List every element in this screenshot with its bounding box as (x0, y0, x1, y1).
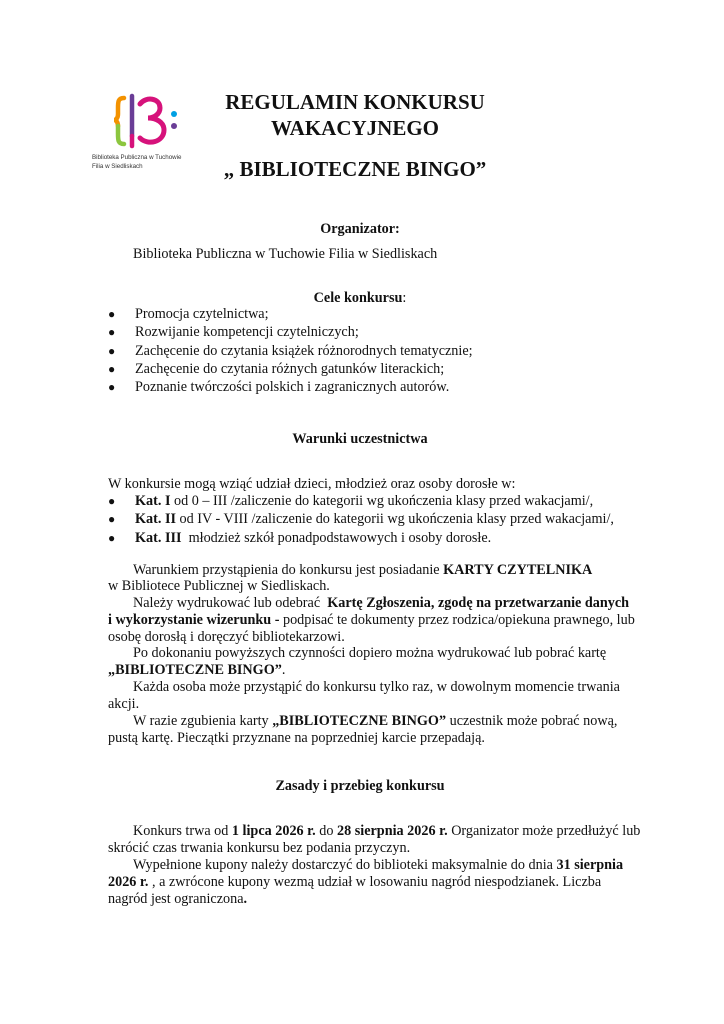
participation-paragraph-3-line-2 (108, 662, 285, 679)
logo-caption-line-1: Biblioteka Publiczna w Tuchowie (92, 154, 182, 161)
bullet-icon: ● (108, 307, 116, 321)
start-date: 1 lipca 2026 r. (231, 823, 316, 839)
category-label: Kat. I (135, 493, 171, 509)
goals-heading-colon: : (402, 290, 407, 306)
text-run: do (315, 823, 338, 839)
text-run: . (281, 662, 286, 678)
goal-text: Zachęcenie do czytania książek różnorodnych tematycznie; (135, 342, 473, 359)
goal-text: Rozwijanie kompetencji czytelniczych; (135, 324, 359, 341)
bullet-icon: ● (108, 325, 116, 340)
list-item (108, 510, 614, 528)
list-item (108, 378, 473, 396)
participation-heading: Warunki uczestnictwa (292, 431, 428, 447)
participation-paragraph-3-line-1: Po dokonaniu powyższych czynności dopiero można wydrukować lub pobrać kartę (133, 645, 607, 661)
bullet-icon: ● (108, 380, 116, 395)
goal-text: Poznanie twórczości polskich i zagranicznych autorów. (135, 379, 450, 396)
participation-paragraph-2-line-3: osobę dorosłą i doręczyć bibliotekarzowi. (108, 629, 345, 645)
text-run-bold: „BIBLIOTECZNE BINGO” (272, 713, 447, 729)
text-run: , a zwrócone kupony wezmą udział w losowaniu nagród niespodzianek. Liczba (148, 874, 602, 890)
logo-caption (92, 153, 181, 171)
participation-intro: W konkursie mogą wziąć udział dzieci, młodzież oraz osoby dorosłe w: (108, 476, 516, 492)
list-item (108, 342, 473, 360)
text-run: Warunkiem przystąpienia do konkursu jest posiadanie (133, 562, 444, 578)
goal-text: Promocja czytelnictwa; (135, 306, 269, 322)
text-run: Organizator może przedłużyć lub (447, 823, 641, 839)
text-run: uczestnik może pobrać nową, (446, 713, 618, 729)
organizer-heading: Organizator: (320, 221, 400, 237)
participation-paragraph-1-line-2: w Bibliotece Publicznej w Siedliskach. (108, 578, 330, 594)
text-run-bold: i wykorzystanie wizerunku - (108, 612, 283, 628)
document-title-line-2: WAKACYJNEGO (270, 116, 439, 140)
participation-paragraph-5-line-2: pustą kartę. Pieczątki przyznane na poprzedniej karcie przepadają. (108, 730, 485, 746)
category-text: od IV - VIII /zaliczenie do kategorii wg ukończenia klasy przed wakacjami/, (176, 511, 614, 528)
goals-list (108, 305, 473, 396)
participation-paragraph-2-line-1 (133, 595, 629, 612)
rules-paragraph-2-line-2 (108, 874, 601, 891)
category-label: Kat. II (135, 511, 176, 528)
rules-paragraph-2-line-1 (133, 857, 623, 874)
participation-paragraph-4-line-1: Każda osoba może przystąpić do konkursu tylko raz, w dowolnym momencie trwania (133, 679, 620, 695)
participation-paragraph-2-line-2 (108, 612, 635, 629)
participation-paragraph-5-line-1 (133, 713, 617, 730)
document-title-line-3: „ BIBLIOTECZNE BINGO” (223, 157, 487, 181)
bullet-icon: ● (108, 530, 116, 545)
text-run: Należy wydrukować lub odebrać (133, 595, 328, 611)
category-text: od 0 – III /zaliczenie do kategorii wg ukończenia klasy przed wakacjami/, (170, 493, 594, 509)
bullet-icon: ● (108, 494, 116, 508)
library-logo-icon (114, 92, 184, 150)
list-item (108, 492, 614, 510)
text-run: nagród jest ograniczona (108, 891, 244, 907)
text-run-bold: „BIBLIOTECZNE BINGO” (108, 662, 282, 678)
text-run-bold: . (243, 891, 248, 907)
text-run-bold: Kartę Zgłoszenia, zgodę na przetwarzanie danych (327, 595, 630, 611)
deadline-date: 31 sierpnia (556, 857, 624, 873)
rules-paragraph-1-line-1 (133, 823, 640, 840)
text-run: podpisać te dokumenty przez rodzica/opiekuna prawnego, lub (282, 612, 635, 628)
text-run: Wypełnione kupony należy dostarczyć do biblioteki maksymalnie do dnia (133, 857, 557, 873)
rules-paragraph-1-line-2: skrócić czas trwania konkursu bez podania przyczyn. (108, 840, 411, 856)
list-item (108, 305, 473, 323)
document-title-line-1: REGULAMIN KONKURSU (225, 90, 485, 114)
list-item (108, 529, 614, 547)
participation-paragraph-1-line-1 (133, 562, 592, 579)
rules-paragraph-2-line-3 (108, 891, 247, 908)
deadline-year: 2026 r. (108, 874, 149, 890)
participation-paragraph-4-line-2: akcji. (108, 696, 140, 712)
list-item (108, 360, 473, 378)
library-logo (92, 92, 202, 182)
category-text: młodzież szkół ponadpodstawowych i osoby dorosłe. (181, 529, 492, 546)
goal-text: Zachęcenie do czytania różnych gatunków literackich; (135, 360, 445, 377)
goals-heading-text: Cele konkursu (313, 290, 403, 306)
list-item (108, 323, 473, 341)
category-label: Kat. III (135, 529, 182, 546)
text-run: Konkurs trwa od (133, 823, 232, 839)
logo-caption-line-2: Filia w Siedliskach (92, 163, 143, 170)
end-date: 28 sierpnia 2026 r. (337, 823, 448, 839)
bullet-icon: ● (108, 361, 116, 376)
organizer-name: Biblioteka Publiczna w Tuchowie Filia w Siedliskach (133, 246, 438, 262)
bullet-icon: ● (108, 343, 116, 358)
text-run: W razie zgubienia karty (133, 713, 273, 729)
bullet-icon: ● (108, 512, 116, 527)
rules-heading: Zasady i przebieg konkursu (275, 778, 445, 794)
categories-list (108, 492, 614, 547)
text-run-bold: KARTY CZYTELNIKA (443, 562, 593, 578)
